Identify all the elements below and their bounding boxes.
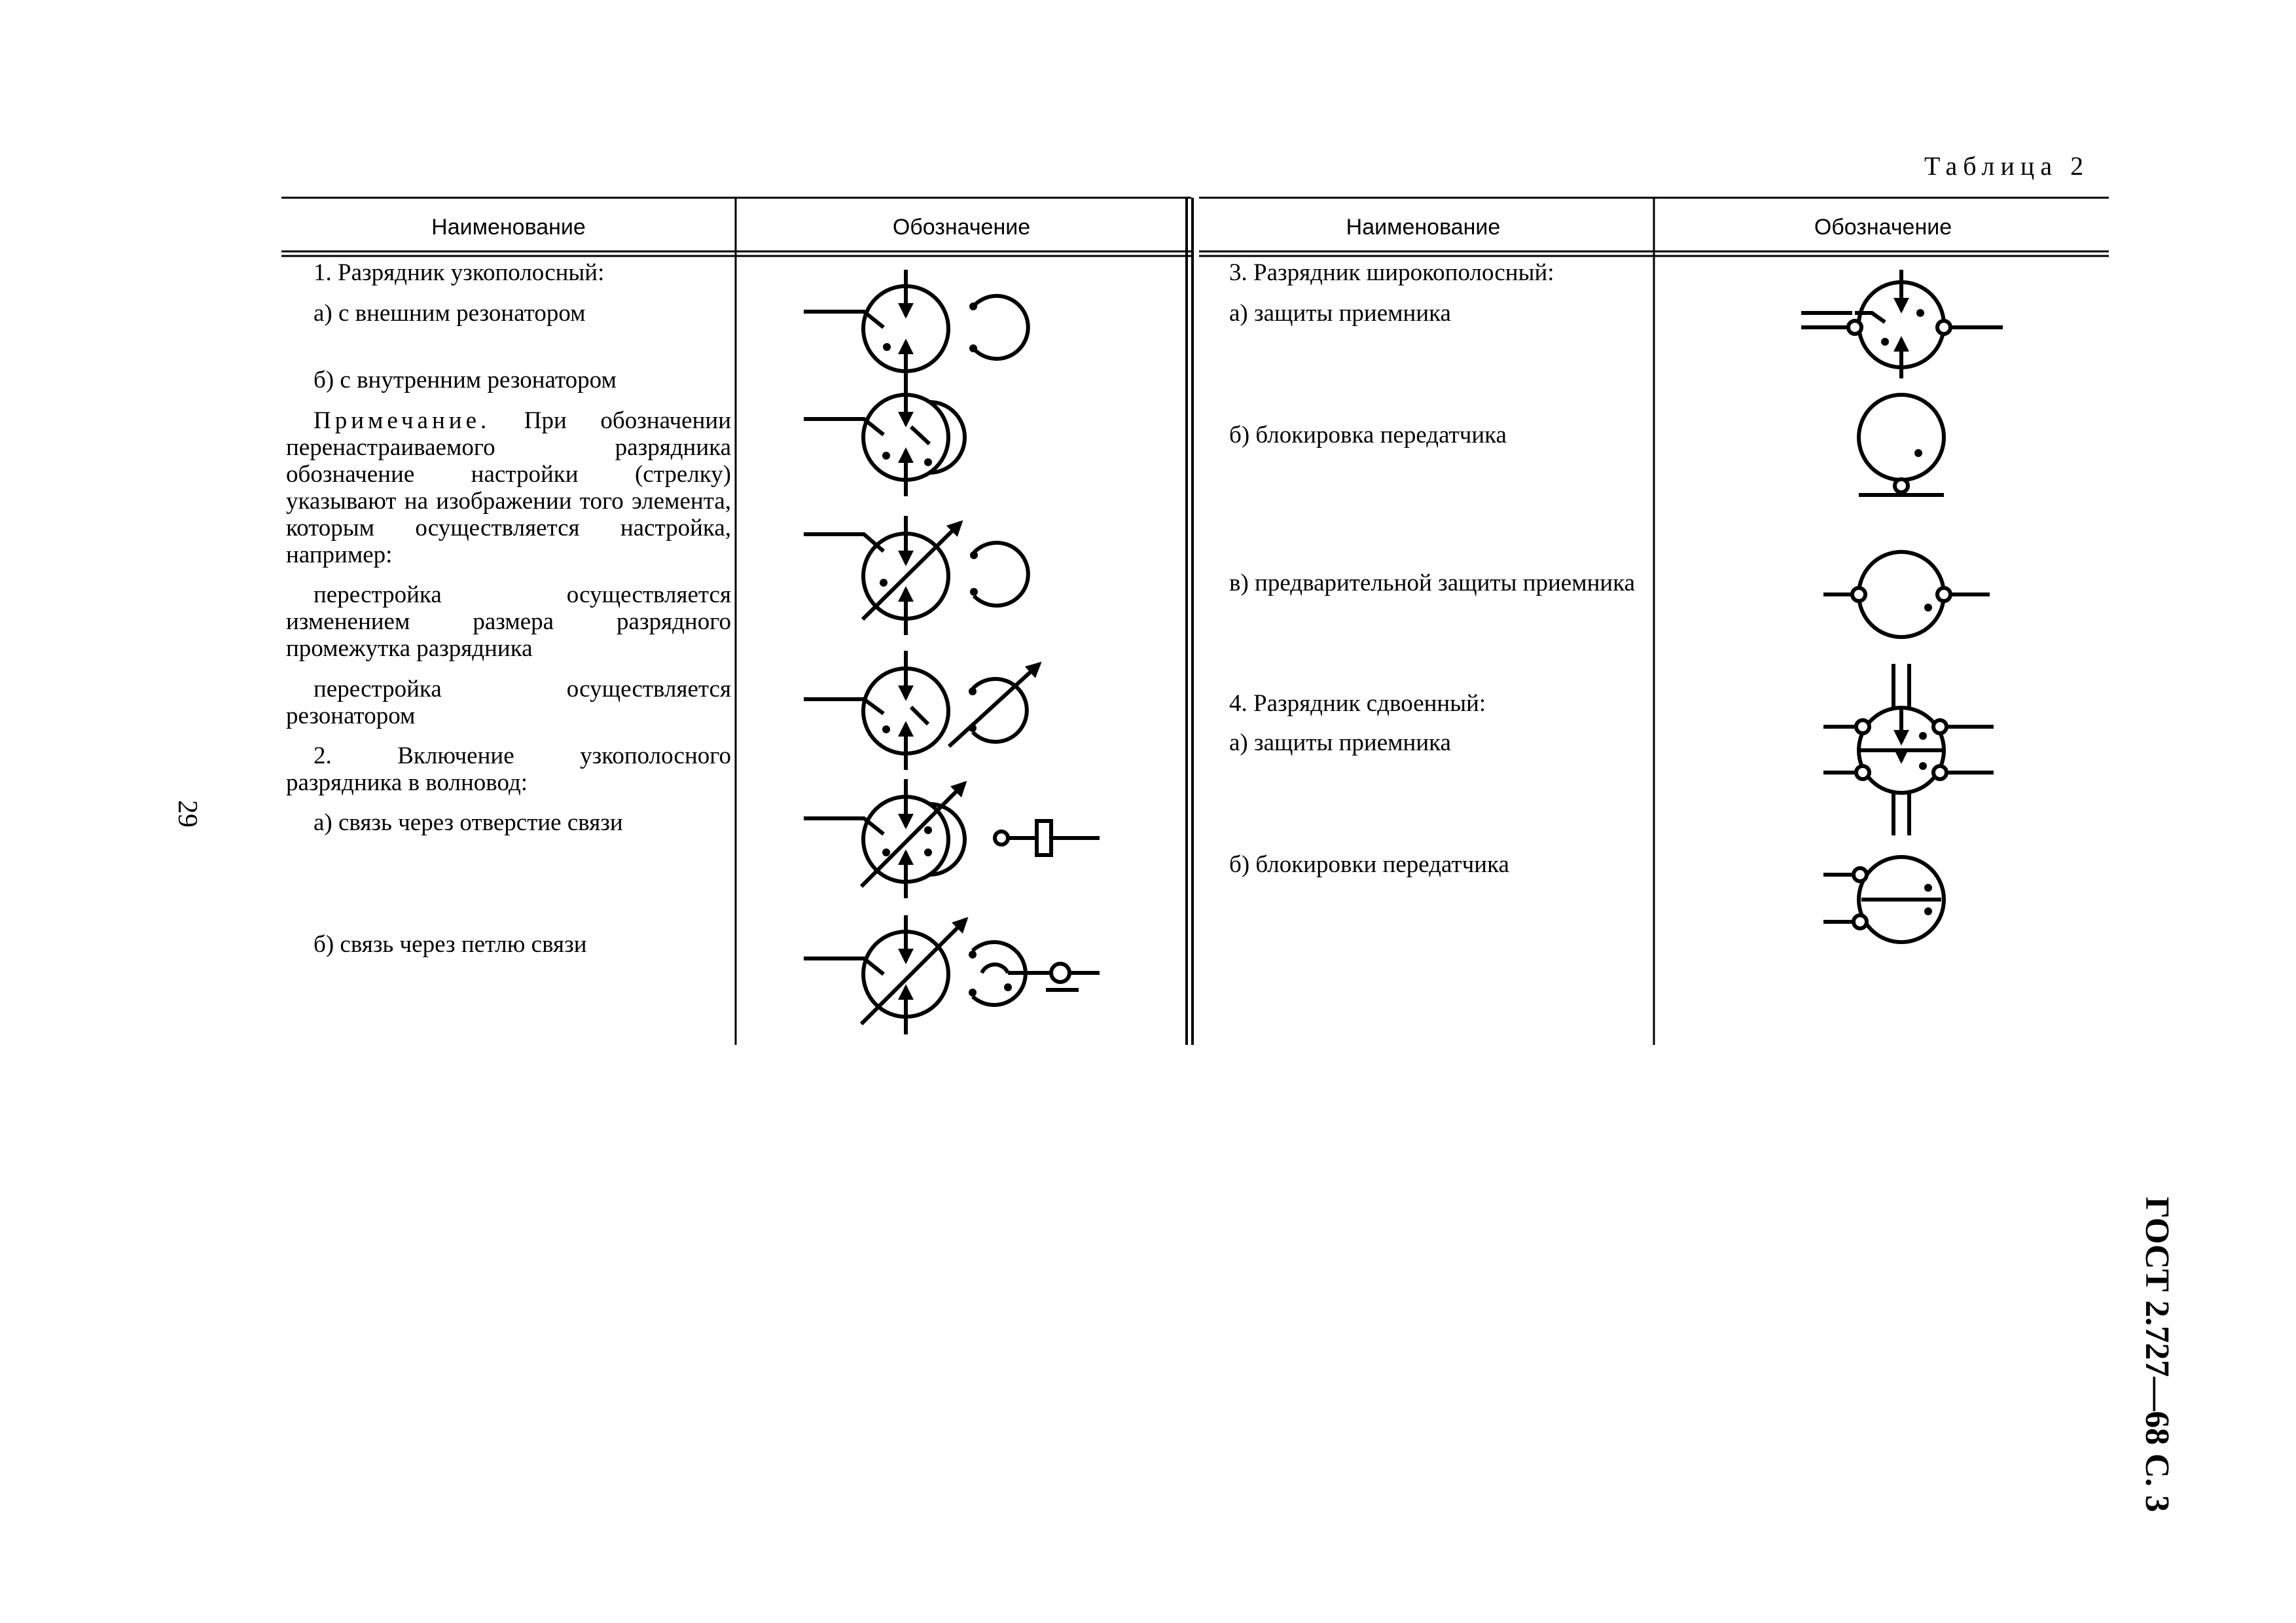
wideband-pre-protection-symbol [1823, 552, 1990, 637]
header-right-name: Наименование [1346, 215, 1501, 240]
document-designation: ГОСТ 2.727—68 С. 3 [2138, 1197, 2176, 1512]
header-left-symbol: Обозначение [892, 215, 1031, 240]
entry-1b: б) с внутренним резонатором [314, 367, 617, 393]
entry-3: 3. Разрядник широкополосный: [1229, 259, 1554, 286]
aperture-coupling-symbol [804, 779, 1100, 898]
narrowband-internal-resonator-symbol [804, 378, 965, 496]
loop-coupling-symbol [804, 915, 1100, 1034]
dual-receiver-protection-symbol [1823, 664, 1994, 835]
entry-1: 1. Разрядник узкополосный: [314, 259, 605, 286]
page-number: 29 [172, 800, 202, 828]
entry-2: 2. Включение узкополосного разрядника в волновод: [286, 742, 731, 796]
note-resonator-tuning: перестройка осуществляется резонатором [286, 676, 731, 729]
note-text: При обозначении перенастраиваемого разрядника обозначение настройки (стрелку) указывают на изображении того элемента, которым осуществляется настройка, например: [286, 407, 731, 568]
entry-4b: б) блокировки передатчика [1229, 851, 1509, 878]
note-label: Примечание. [314, 407, 491, 434]
note-gap-tuning: перестройка осуществляется изменением размера разрядного промежутка разрядника [286, 581, 731, 662]
entry-3b: б) блокировка передатчика [1229, 422, 1507, 448]
wideband-transmitter-blocking-symbol [1859, 395, 1944, 495]
entry-2b: б) связь через петлю связи [314, 931, 587, 958]
resonator-tuned-symbol [804, 651, 1039, 770]
entry-3c: в) предварительной защиты приемника [1229, 570, 1636, 596]
header-right-symbol: Обозначение [1814, 215, 1952, 240]
entry-4a: а) защиты приемника [1229, 729, 1451, 756]
entry-1a: а) с внешним резонатором [314, 300, 586, 327]
entry-4: 4. Разрядник сдвоенный: [1229, 690, 1486, 717]
entry-3a: а) защиты приемника [1229, 300, 1451, 327]
header-left-name: Наименование [431, 215, 586, 240]
narrowband-external-resonator-symbol [804, 270, 1028, 388]
dual-transmitter-blocking-symbol [1823, 857, 1944, 942]
wideband-receiver-protection-symbol [1801, 270, 2003, 378]
entry-2a: а) связь через отверстие связи [314, 809, 623, 836]
table-caption: Таблица 2 [1924, 151, 2090, 181]
gap-tuned-symbol [804, 516, 1028, 635]
